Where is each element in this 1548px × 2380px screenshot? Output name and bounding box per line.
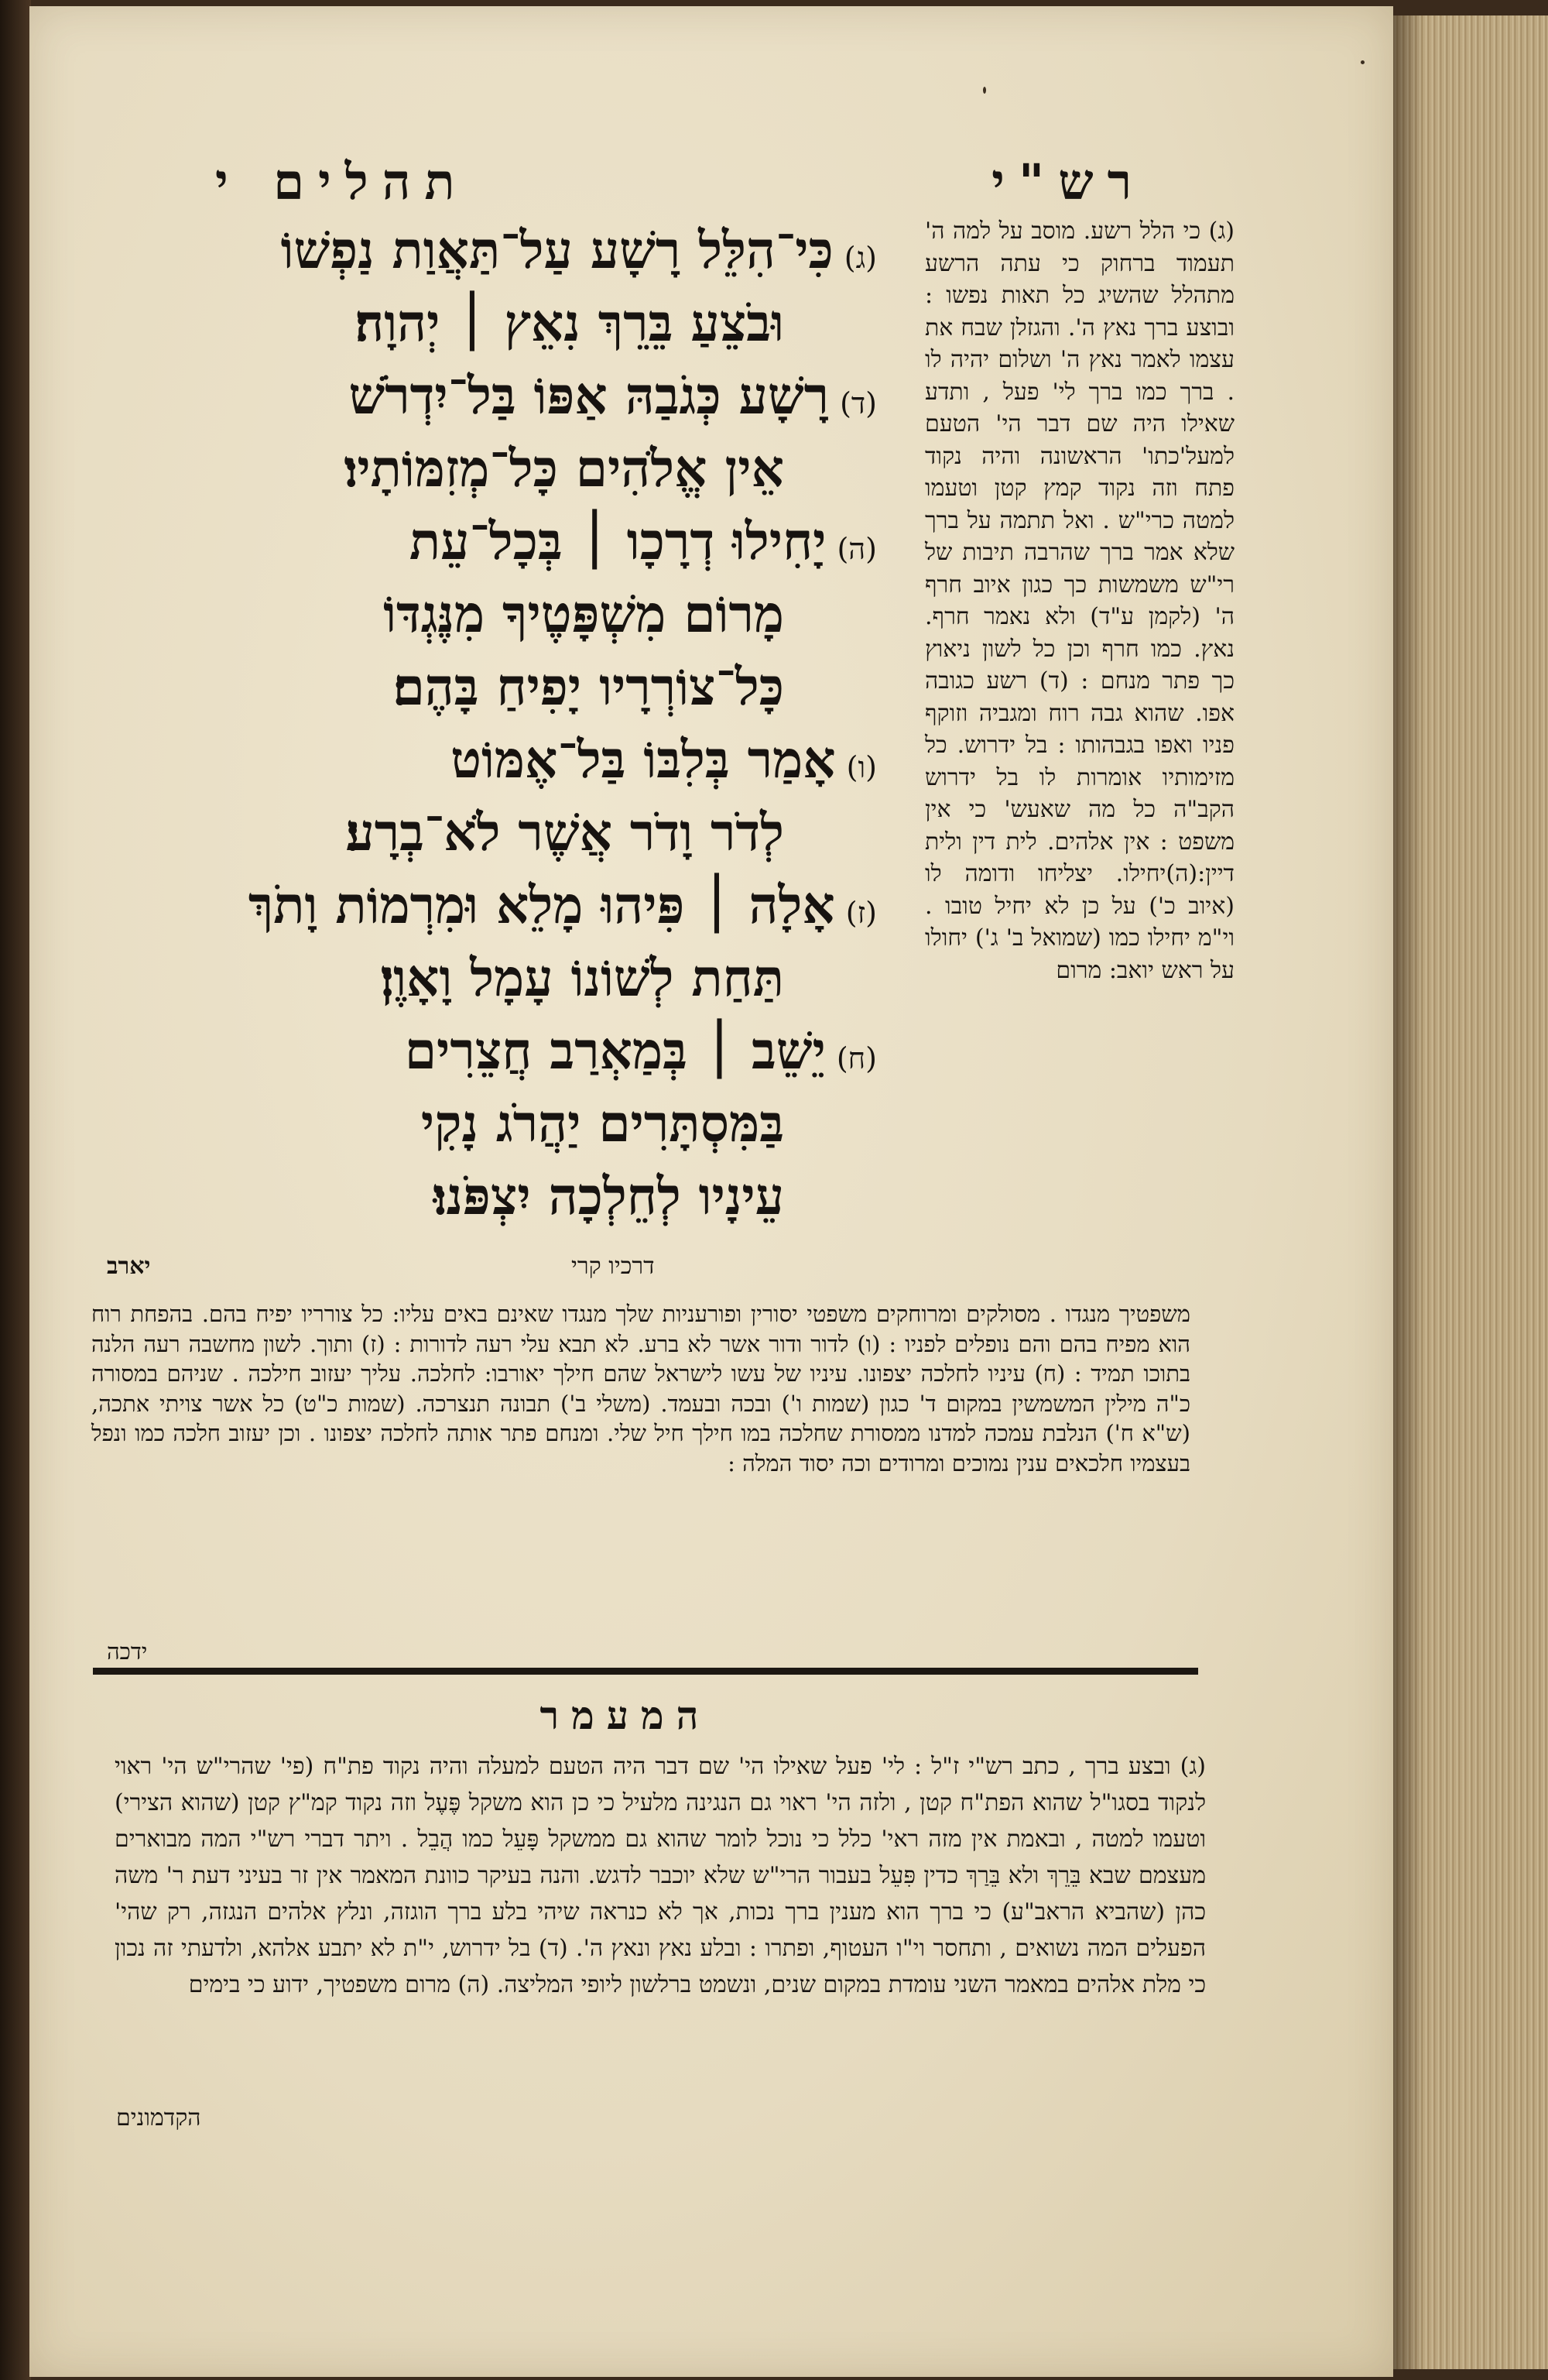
verse-number: (ו) [846,750,877,784]
rashi-commentary-column: (ג) כי הלל רשע. מוסב על למה ה' תעמוד ברחוק כי עתה הרשע מתהלל שהשיג כל תאות נפשו : ובוצע ברך נאץ ה'. והגזלן שבח את עצמו לאמר נאץ ה' ושלום יהיה לו . ברך כמו ברך לי' פעל , ותדע שאילו היה שם דבר הי' הטעם למעל'כתו' הראשונה והיה נקוד פתח וזה נקוד קמץ קטן וטעמו למטה כרי"ש . ואל תתמה על ברך שלא אמר ברך שהרבה תיבות של רי"ש משמשות כך כגון איוב חרף ה' (לקמן ע"ד) ולא נאמר חרף. נאץ. כמו חרף וכן כל לשון ניאוץ כך פתר מנחם : (ד) רשע כגובה אפו. שהוא גבה רוח ומגביה וזוקף פניו ואפו בגבהותו : בל ידרוש. כל מזימותיו אומרות לו בל ידרוש הקב"ה כל מה שאעש' כי אין משפט : אין אלהים. לית דין ולית דיין:(ה)יחילו. יצליחו ודומה לו (איוב כ') על כן לא יחיל טובו . וי"מ יחילו כמו (שמואל ב' ג') יחולו על ראש יואב: מרום [925,218,1235,984]
verse-number: (ה) [837,532,877,566]
ketiv-qere-note: דרכיו קרי [571,1253,655,1280]
psalm-line [99,650,877,723]
verse-text: כָּל־צוֹרְרָיו יָפִיחַ בָּהֶם׃ [392,657,784,717]
verse-text: מָרוֹם מִשְׁפָּטֶיךָ מִנֶּגְדּוֹ [383,584,784,644]
page-edges-shadow [1393,15,1424,2369]
verse-text: עֵינָיו לְחֵלְכָה יִצְפֹּנוּ׃ [433,1166,784,1226]
verse-text: לְדֹר וָדֹר אֲשֶׁר לֹא־בְרָע׃ [345,802,784,862]
psalm-line [99,1014,877,1087]
psalm-line [99,505,877,578]
section-divider [93,1668,1198,1675]
book-spine-shadow [0,0,31,2380]
verse-number: (ד) [840,386,877,420]
verse-text: וּבֹצֵעַ בֵּרֵךְ נִאֵץ ׀ יְהוָה׃ [354,293,784,353]
psalm-line [99,432,877,505]
verse-text: אֵין אֱלֹהִים כָּל־מְזִמּוֹתָיו׃ [344,438,784,499]
verse-text: תַּחַת לְשׁוֹנוֹ עָמָל וָאָוֶן׃ [380,948,784,1008]
psalm-line [99,359,877,432]
catchword-left: יארב [107,1253,151,1280]
psalm-line [99,1160,877,1233]
psalm-line [99,1087,877,1160]
psalm-line [99,578,877,650]
rashi-commentary-continuation: משפטיך מנגדו . מסולקים ומרוחקים משפטי יסורין ופורעניות שלך מנגדו שאינם באים עליו: כל צורריו יפיח בהם. בהפחת רוח הוא מפיח בהם והם נופלים לפניו : (ו) לדור ודור אשר לא ברע. לא תבא עלי רעה לדורות : (ז) ותוך. לשון מחשבה רעה הלנה בתוכו תמיד : (ח) עיניו לחלכה יצפונו. עיניו של עשו לישראל שהם חילך יאורבו: לחלכה. עליך יעזוב חילכה . שניהם במסורה כ"ה מילין המשמשין במקום ד' כגון (שמות ו') ובכה ובעמד. (משלי ב') תבונה תנצרכה. (שמות כ"ט) כל אשר צויתי אתכה, (ש"א ח') הנלבת עמכה למדנו ממסורת שחלכה במו חילך חיל שלי. ומנחם פתר אותה לחלכה יצפונו . וכן יעזוב חלכה כמו ונפל בעצמיו חלכאים ענין נמוכים ומרודים וכה יסוד המלה : [91,1301,1190,1476]
verse-text: בַּמִּסְתָּרִים יַהֲרֹג נָקִי [420,1093,784,1154]
verse-text: אָלָה ׀ פִּיהוּ מָלֵא וּמִרְמוֹת וָתֹךְ [248,875,835,935]
catchword-meamar: הקדמונים [116,2104,201,2131]
verse-text: יֵשֵׁב ׀ בְּמַאְרַב חֲצֵרִים [404,1020,826,1081]
ink-speck [983,87,986,94]
psalm-line [99,869,877,941]
verse-text: יָחִילוּ דְרָכָו ׀ בְּכָל־עֵת [409,511,827,571]
verse-text: כִּי־הִלֵּל רָשָׁע עַל־תַּאֲוַת נַפְשׁוֹ [280,220,834,280]
verse-number: (ג) [844,241,877,275]
verse-number: (ז) [845,896,877,930]
psalm-line [99,214,877,286]
verse-number: (ח) [836,1041,877,1075]
meamar-commentary: (ג) ובצע ברך , כתב רש"י ז"ל : לי' פעל שאילו הי' שם דבר היה הטעם למעלה והיה נקוד פת"ח (פי' שהרי"ש הי' ראוי לנקוד בסגו"ל שהוא הפת"ח קטן , ולזה הי' ראוי גם הנגינה מלעיל כי כן הוא משקל פֶּעֶל וזה נקוד קמ"ץ קטן (שהוא הצירי) וטעמו למטה , ובאמת אין מזה ראי' כלל כי נוכל לומר שהוא גם ממשקל פָּעֵל כמו הֲבֵל . ויתר דברי רש"י המה מבוארים מעצמם שבא בֵּרֵךְ ולא בֵּרַךְ כדין פִּעֵל בעבור הרי"ש שלא יוכבר לדגש. והנה בעיקר כוונת המאמר אין זר בעיני דעת ר' משה כהן (שהביא הראב"ע) כי ברך הוא מענין ברך נכות, אך לא כנראה שיהי בלע ברך הוגזה, ונלץ אלהים הנגזה, רק שהי' הפעלים המה נשואים , ותחסר וי"ו העטוף, ופתרו : ובלע נאץ ונאץ ה'. (ד) בל ידרוש, י"ת לא יתבע אלהא, ולדעתי זה נכון כי מלת אלהים במאמר השני עומדת במקום שנים, ונשמט ברלשון ליופי המליצה. (ה) מרום משפטיך, ידוע כי בימים [115,1753,1206,1998]
psalm-line [99,723,877,796]
psalm-text [99,214,877,1233]
psalm-line [99,796,877,869]
verse-text: רָשָׁע כְּגֹבַהּ אַפּוֹ בַּל־יִדְרֹשׁ [348,365,830,426]
verse-text: אָמַר בְּלִבּוֹ בַּל־אֶמּוֹט [450,729,836,790]
ink-speck [1361,60,1365,64]
catchword-bottom: ידכה [107,1638,148,1665]
psalm-line [99,286,877,359]
psalms-header: תהלים י [215,153,469,211]
rashi-header: רש"י [991,153,1146,211]
meamar-heading: המעמר [539,1692,711,1738]
book-page [29,6,1393,2377]
psalm-line [99,941,877,1014]
